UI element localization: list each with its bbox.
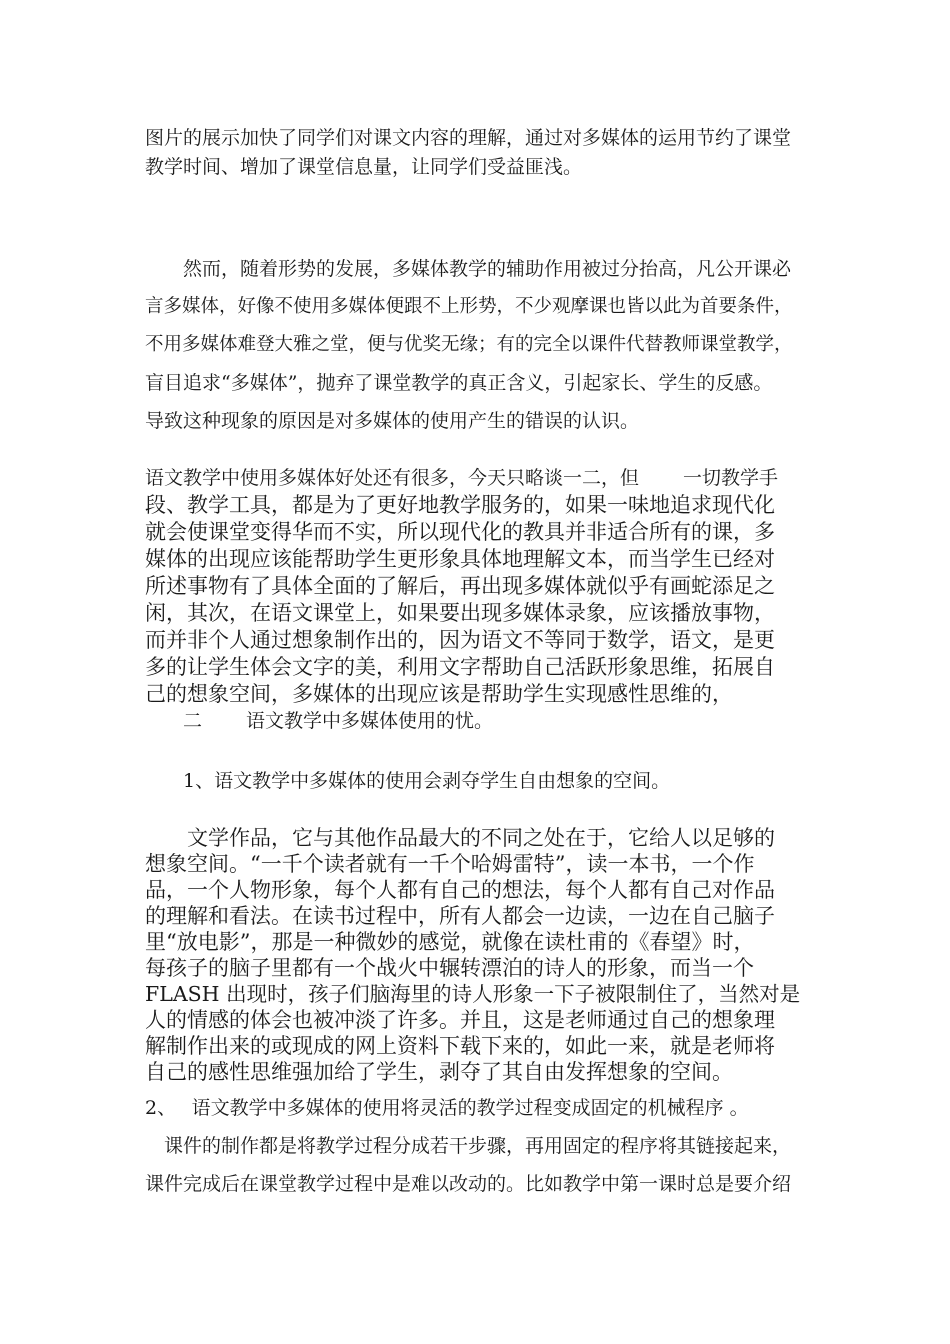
text-line: 段、教学工具，都是为了更好地教学服务的，如果一味地追求现代化	[145, 493, 775, 517]
section-heading-two	[145, 707, 807, 736]
text-line: 言多媒体，好像不使用多媒体便跟不上形势，不少观摩课也皆以此为首要条件，	[145, 296, 793, 317]
text-line: 语文教学中使用多媒体好处还有很多，今天只略谈一二，但 一切教学手	[145, 467, 779, 489]
text-line: 图片的展示加快了同学们对课文内容的理解，通过对多媒体的运用节约了课堂	[145, 127, 792, 149]
paragraph-5	[145, 1127, 807, 1203]
text-line: 所述事物有了具体全面的了解后，再出现多媒体就似乎有画蛇添足之	[145, 574, 775, 598]
text-line: 多的让学生体会文字的美，利用文字帮助自己活跃形象思维，拓展自	[145, 655, 775, 679]
paragraph-3-body	[145, 492, 807, 708]
text-line: 课件的制作都是将教学过程分成若干步骤，再用固定的程序将其链接起来，	[145, 1135, 792, 1157]
text-line: 盲目追求“多媒体”，抛弃了课堂教学的真正含义，引起家长、学生的反感。	[145, 372, 773, 394]
text-line: 而并非个人通过想象制作出的，因为语文不等同于数学，语文，是更	[145, 628, 775, 652]
text-line: 然而，随着形势的发展，多媒体教学的辅助作用被过分抬高，凡公开课必	[145, 258, 792, 280]
heading-line: 2、 语文教学中多媒体的使用将灵活的教学过程变成固定的机械程序 。	[145, 1097, 749, 1119]
text-line: 里“放电影”，那是一种微妙的感觉，就像在读杜甫的《春望》时，	[145, 930, 755, 954]
text-line: 文学作品，它与其他作品最大的不同之处在于，它给人以足够的	[145, 826, 775, 850]
text-line: 品，一个人物形象，每个人都有自己的想法，每个人都有自己对作品	[145, 878, 775, 902]
text-line: FLASH 出现时，孩子们脑海里的诗人形象一下子被限制住了，当然对是	[145, 982, 801, 1006]
heading-line: 1、语文教学中多媒体的使用会剥夺学生自由想象的空间。	[145, 770, 671, 792]
paragraph-1	[145, 124, 807, 182]
text-line: 媒体的出现应该能帮助学生更形象具体地理解文本，而当学生已经对	[145, 547, 775, 571]
subheading-1	[145, 767, 807, 796]
text-line: 的理解和看法。在读书过程中，所有人都会一边读，一边在自己脑子	[145, 904, 775, 928]
text-line: 自己的感性思维强加给了学生，剥夺了其自由发挥想象的空间。	[145, 1060, 733, 1084]
text-line: 闲，其次，在语文课堂上，如果要出现多媒体录象，应该播放事物，	[145, 601, 775, 625]
text-line: 解制作出来的或现成的网上资料下载下来的，如此一来，就是老师将	[145, 1034, 775, 1058]
heading-line: 二 语文教学中多媒体使用的忧。	[145, 710, 494, 732]
text-line: 教学时间、增加了课堂信息量，让同学们受益匪浅。	[145, 156, 583, 178]
text-line: 就会使课堂变得华而不实，所以现代化的教具并非适合所有的课，多	[145, 520, 775, 544]
text-line: 想象空间。“一千个读者就有一千个哈姆雷特”，读一本书，一个作	[145, 852, 755, 876]
text-line: 每孩子的脑子里都有一个战火中辗转漂泊的诗人的形象，而当一个	[145, 956, 754, 980]
paragraph-3	[145, 465, 807, 492]
paragraph-4	[145, 825, 807, 1085]
paragraph-2	[145, 250, 807, 440]
text-line: 不用多媒体难登大雅之堂，便与优奖无缘；有的完全以课件代替教师课堂教学，	[145, 334, 793, 355]
subheading-2	[145, 1094, 807, 1123]
text-line: 课件完成后在课堂教学过程中是难以改动的。比如教学中第一课时总是要介绍	[145, 1173, 792, 1195]
text-line: 人的情感的体会也被冲淡了许多。并且，这是老师通过自己的想象理	[145, 1008, 775, 1032]
text-line: 己的想象空间，多媒体的出现应该是帮助学生实现感性思维的，	[145, 682, 733, 706]
text-line: 导致这种现象的原因是对多媒体的使用产生的错误的认识。	[145, 410, 640, 432]
